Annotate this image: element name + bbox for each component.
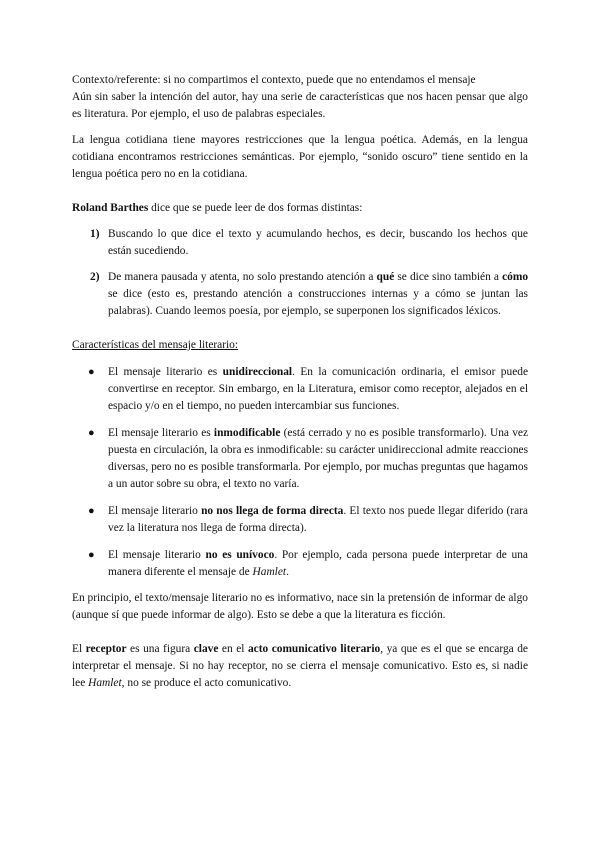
bullet-text: . El texto nos puede llegar diferido (rara vez la literatura nos llega de forma directa). — [108, 505, 528, 534]
fiction-paragraph — [72, 590, 528, 624]
bullet-text: . Por ejemplo, cada persona puede interpretar de una manera diferente el mensaje de — [108, 549, 528, 578]
receptor-text: es una figura — [126, 643, 194, 655]
document-body — [72, 72, 528, 692]
bullet-text: (está cerrado y no es posible transformarlo). Una vez puesta en circulación, la obra es inmodificable: su carácter unidireccional admite reacciones diversas, pero no es posible transformarla. Por ejemplo, por muchas preguntas que hagamos a un autor sobre su obra, el texto no varía. — [108, 427, 529, 490]
context-text: Contexto/referente: si no compartimos el contexto, puede que no entendamos el mensaje — [72, 74, 476, 86]
bullet-item-2 — [72, 425, 528, 493]
bullet-icon: ● — [88, 505, 95, 517]
features-heading: Características del mensaje literario: — [72, 339, 239, 351]
ordered-item-2 — [72, 269, 528, 320]
receptor-title-italic: Hamlet — [88, 677, 122, 689]
bullet-text: . — [286, 566, 289, 578]
barthes-name: Roland Barthes — [72, 202, 149, 214]
receptor-emphasis: acto comunicativo literario — [247, 643, 381, 655]
bullet-emphasis: unidireccional — [222, 366, 293, 378]
everyday-language-text: La lengua cotidiana tiene mayores restricciones que la lengua poética. Además, en la lengua cotidiana encontramos restricciones semánticas. Por ejemplo, “sonido oscuro” tiene sentido en la lengua poética pero no en la cotidiana. — [72, 134, 528, 180]
bullet-text: El mensaje literario — [108, 549, 206, 561]
ordered-item-text: se dice (esto es, prestando atención a construcciones internas y a cómo se juntan las palabras). Cuando leemos poesía, por ejemplo, se superponen los significados léxicos. — [108, 288, 528, 317]
receptor-text: , ya que es el que se encarga de interpretar el mensaje. Si no hay receptor, no se cierra el mensaje comunicativo. Esto es, si nadie lee — [72, 643, 528, 689]
ordered-item-1 — [72, 226, 528, 260]
ordered-item-text: Buscando lo que dice el texto y acumulando hechos, es decir, buscando los hechos que están sucediendo. — [108, 228, 528, 257]
bullet-icon: ● — [88, 427, 95, 439]
barthes-text: dice que se puede leer de dos formas distintas: — [148, 202, 363, 214]
receptor-text: El — [72, 643, 86, 655]
receptor-text: en el — [218, 643, 248, 655]
ordered-number: 1) — [90, 228, 100, 240]
bullet-text: El mensaje literario — [108, 505, 202, 517]
context-paragraph — [72, 72, 528, 89]
bullet-icon: ● — [88, 366, 95, 378]
ordered-item-emphasis: qué — [376, 271, 395, 283]
receptor-emphasis: receptor — [85, 643, 127, 655]
bullet-item-4 — [72, 547, 528, 581]
receptor-emphasis: clave — [193, 643, 219, 655]
barthes-paragraph — [72, 200, 528, 217]
everyday-language-paragraph — [72, 132, 528, 183]
ordered-item-text: se dice sino también a — [394, 271, 503, 283]
bullet-emphasis: inmodificable — [213, 427, 281, 439]
bullet-item-1 — [72, 364, 528, 415]
bullet-emphasis: no nos llega de forma directa — [201, 505, 344, 517]
intention-text: Aún sin saber la intención del autor, hay una serie de características que nos hacen pensar que algo es literatura. Por ejemplo, el uso de palabras especiales. — [72, 91, 528, 120]
ordered-number: 2) — [90, 271, 100, 283]
receptor-text: , no se produce el acto comunicativo. — [121, 677, 292, 689]
ordered-item-emphasis: cómo — [502, 271, 529, 283]
fiction-text: En principio, el texto/mensaje literario no es informativo, nace sin la pretensión de informar de algo (aunque sí que puede informar de algo). Esto se debe a que la literatura es ficción. — [72, 592, 528, 621]
bullet-text: . En la comunicación ordinaria, el emisor puede convertirse en receptor. Sin embargo, en la Literatura, emisor como receptor, alejados en el espacio y/o en el tiempo, no pueden intercambiar sus funciones. — [108, 366, 528, 412]
ordered-item-text: De manera pausada y atenta, no solo prestando atención a — [108, 271, 377, 283]
bullet-text: El mensaje literario es — [108, 366, 223, 378]
intention-paragraph — [72, 89, 528, 123]
bullet-title-italic: Hamlet — [252, 566, 287, 578]
bullet-emphasis: no es unívoco — [205, 549, 275, 561]
bullet-item-3 — [72, 503, 528, 537]
bullet-text: El mensaje literario es — [108, 427, 214, 439]
bullet-icon: ● — [88, 549, 95, 561]
receptor-paragraph — [72, 641, 528, 692]
